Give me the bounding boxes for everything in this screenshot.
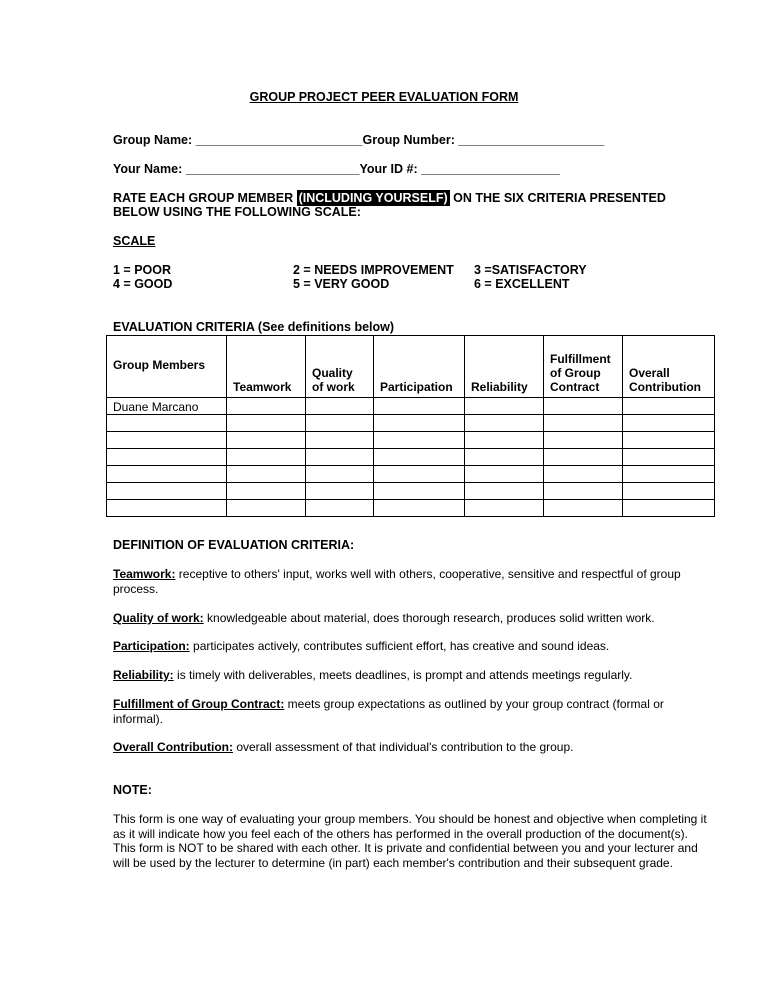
rating-cell[interactable] (465, 432, 544, 449)
rating-cell[interactable] (227, 449, 306, 466)
rating-cell[interactable] (374, 398, 465, 415)
definition-overall (113, 740, 703, 755)
note-text: This form is one way of evaluating your group members. You should be honest and objective when completing it as it will indicate how you feel each of the others has performed in the overall production of the document(s). This form is NOT to be shared with each other. It is private and confidential between you and your lecturer and will be used by the lecturer to determine (in part) each member's contribution and their subsequent grade. (113, 812, 707, 870)
table-header-row (107, 336, 715, 398)
rating-cell[interactable] (544, 398, 623, 415)
rating-cell[interactable] (623, 415, 715, 432)
scale-item-3: 3 =SATISFACTORY (474, 263, 587, 277)
definition-participation (113, 639, 703, 654)
rating-cell[interactable] (374, 483, 465, 500)
member-name-cell[interactable] (107, 466, 227, 483)
rating-cell[interactable] (623, 466, 715, 483)
rating-cell[interactable] (623, 398, 715, 415)
instruction-highlight: (INCLUDING YOURSELF) (298, 191, 448, 205)
instruction-text-end: ON THE SIX CRITERIA PRESENTED BELOW USING THE FOLLOWING SCALE: (113, 191, 666, 219)
definition-term: Fulfillment of Group Contract: (113, 697, 285, 711)
rating-cell[interactable] (227, 500, 306, 517)
rating-cell[interactable] (623, 432, 715, 449)
rating-cell[interactable] (465, 466, 544, 483)
evaluation-table (106, 335, 715, 517)
definition-teamwork (113, 567, 703, 596)
table-row (107, 415, 715, 432)
header-participation: Participation (374, 336, 465, 398)
definition-text: receptive to others' input, works well with others, cooperative, sensitive and respectful of group process. (113, 567, 681, 596)
header-group-members: Group Members (107, 336, 227, 398)
scale-item-1: 1 = POOR (113, 263, 172, 277)
member-name-cell[interactable]: Duane Marcano (107, 398, 227, 415)
instruction-text: RATE EACH GROUP MEMBER (113, 191, 297, 205)
definitions-title: DEFINITION OF EVALUATION CRITERIA: (113, 538, 355, 552)
member-name-cell[interactable] (107, 500, 227, 517)
rating-cell[interactable] (227, 483, 306, 500)
rating-cell[interactable] (465, 449, 544, 466)
definition-term: Quality of work: (113, 611, 204, 625)
rating-cell[interactable] (544, 432, 623, 449)
table-row (107, 449, 715, 466)
header-overall: Overall Contribution (623, 336, 715, 398)
rating-cell[interactable] (544, 449, 623, 466)
table-row (107, 466, 715, 483)
scale-item-4: 4 = GOOD (113, 277, 173, 291)
table-row (107, 398, 715, 415)
rating-cell[interactable] (544, 483, 623, 500)
table-row (107, 500, 715, 517)
header-reliability: Reliability (465, 336, 544, 398)
criteria-title: EVALUATION CRITERIA (See definitions below) (113, 320, 395, 334)
rating-cell[interactable] (544, 415, 623, 432)
table-row (107, 432, 715, 449)
definition-term: Teamwork: (113, 567, 176, 581)
rating-cell[interactable] (306, 432, 374, 449)
rating-cell[interactable] (623, 500, 715, 517)
rating-cell[interactable] (544, 466, 623, 483)
definition-text: is timely with deliverables, meets deadlines, is prompt and attends meetings regularly. (173, 668, 633, 682)
definition-fulfillment (113, 697, 703, 726)
definition-term: Participation: (113, 639, 190, 653)
scale-item-5: 5 = VERY GOOD (293, 277, 390, 291)
rating-cell[interactable] (306, 483, 374, 500)
your-name-field[interactable]: Your Name: _________________________Your ID #: ____________________ (113, 162, 561, 176)
rating-cell[interactable] (465, 483, 544, 500)
definition-text: participates actively, contributes sufficient effort, has creative and sound ideas. (189, 639, 610, 653)
rating-cell[interactable] (374, 500, 465, 517)
note-heading: NOTE: (113, 783, 152, 797)
rating-cell[interactable] (306, 415, 374, 432)
table-row (107, 483, 715, 500)
scale-heading: SCALE (113, 234, 156, 248)
member-name-cell[interactable] (107, 483, 227, 500)
definition-reliability (113, 668, 703, 683)
rating-cell[interactable] (465, 500, 544, 517)
rating-cell[interactable] (374, 432, 465, 449)
definition-quality (113, 611, 703, 626)
rating-cell[interactable] (465, 415, 544, 432)
header-teamwork: Teamwork (227, 336, 306, 398)
rating-cell[interactable] (623, 449, 715, 466)
rating-cell[interactable] (306, 398, 374, 415)
rating-cell[interactable] (306, 449, 374, 466)
rating-cell[interactable] (227, 466, 306, 483)
table-body (107, 398, 715, 517)
rating-cell[interactable] (227, 432, 306, 449)
rating-cell[interactable] (374, 449, 465, 466)
header-fulfillment: Fulfillment of Group Contract (544, 336, 623, 398)
rating-cell[interactable] (544, 500, 623, 517)
definition-text: meets group expectations as outlined by your group contract (formal or informal). (113, 697, 664, 726)
form-title: GROUP PROJECT PEER EVALUATION FORM (249, 90, 519, 104)
member-name-cell[interactable] (107, 415, 227, 432)
rating-cell[interactable] (374, 415, 465, 432)
rating-instruction (113, 191, 693, 219)
rating-cell[interactable] (465, 398, 544, 415)
member-name-cell[interactable] (107, 449, 227, 466)
header-quality: Quality of work (306, 336, 374, 398)
rating-cell[interactable] (306, 466, 374, 483)
rating-cell[interactable] (227, 398, 306, 415)
rating-cell[interactable] (374, 466, 465, 483)
rating-cell[interactable] (227, 415, 306, 432)
definition-term: Reliability: (113, 668, 174, 682)
member-name-cell[interactable] (107, 432, 227, 449)
definition-term: Overall Contribution: (113, 740, 233, 754)
definition-text: overall assessment of that individual's contribution to the group. (233, 740, 574, 754)
scale-item-2: 2 = NEEDS IMPROVEMENT (293, 263, 454, 277)
rating-cell[interactable] (306, 500, 374, 517)
group-name-field[interactable]: Group Name: ________________________Group Number: _____________________ (113, 133, 605, 147)
definition-text: knowledgeable about material, does thorough research, produces solid written work. (203, 611, 655, 625)
scale-item-6: 6 = EXCELLENT (474, 277, 570, 291)
rating-cell[interactable] (623, 483, 715, 500)
